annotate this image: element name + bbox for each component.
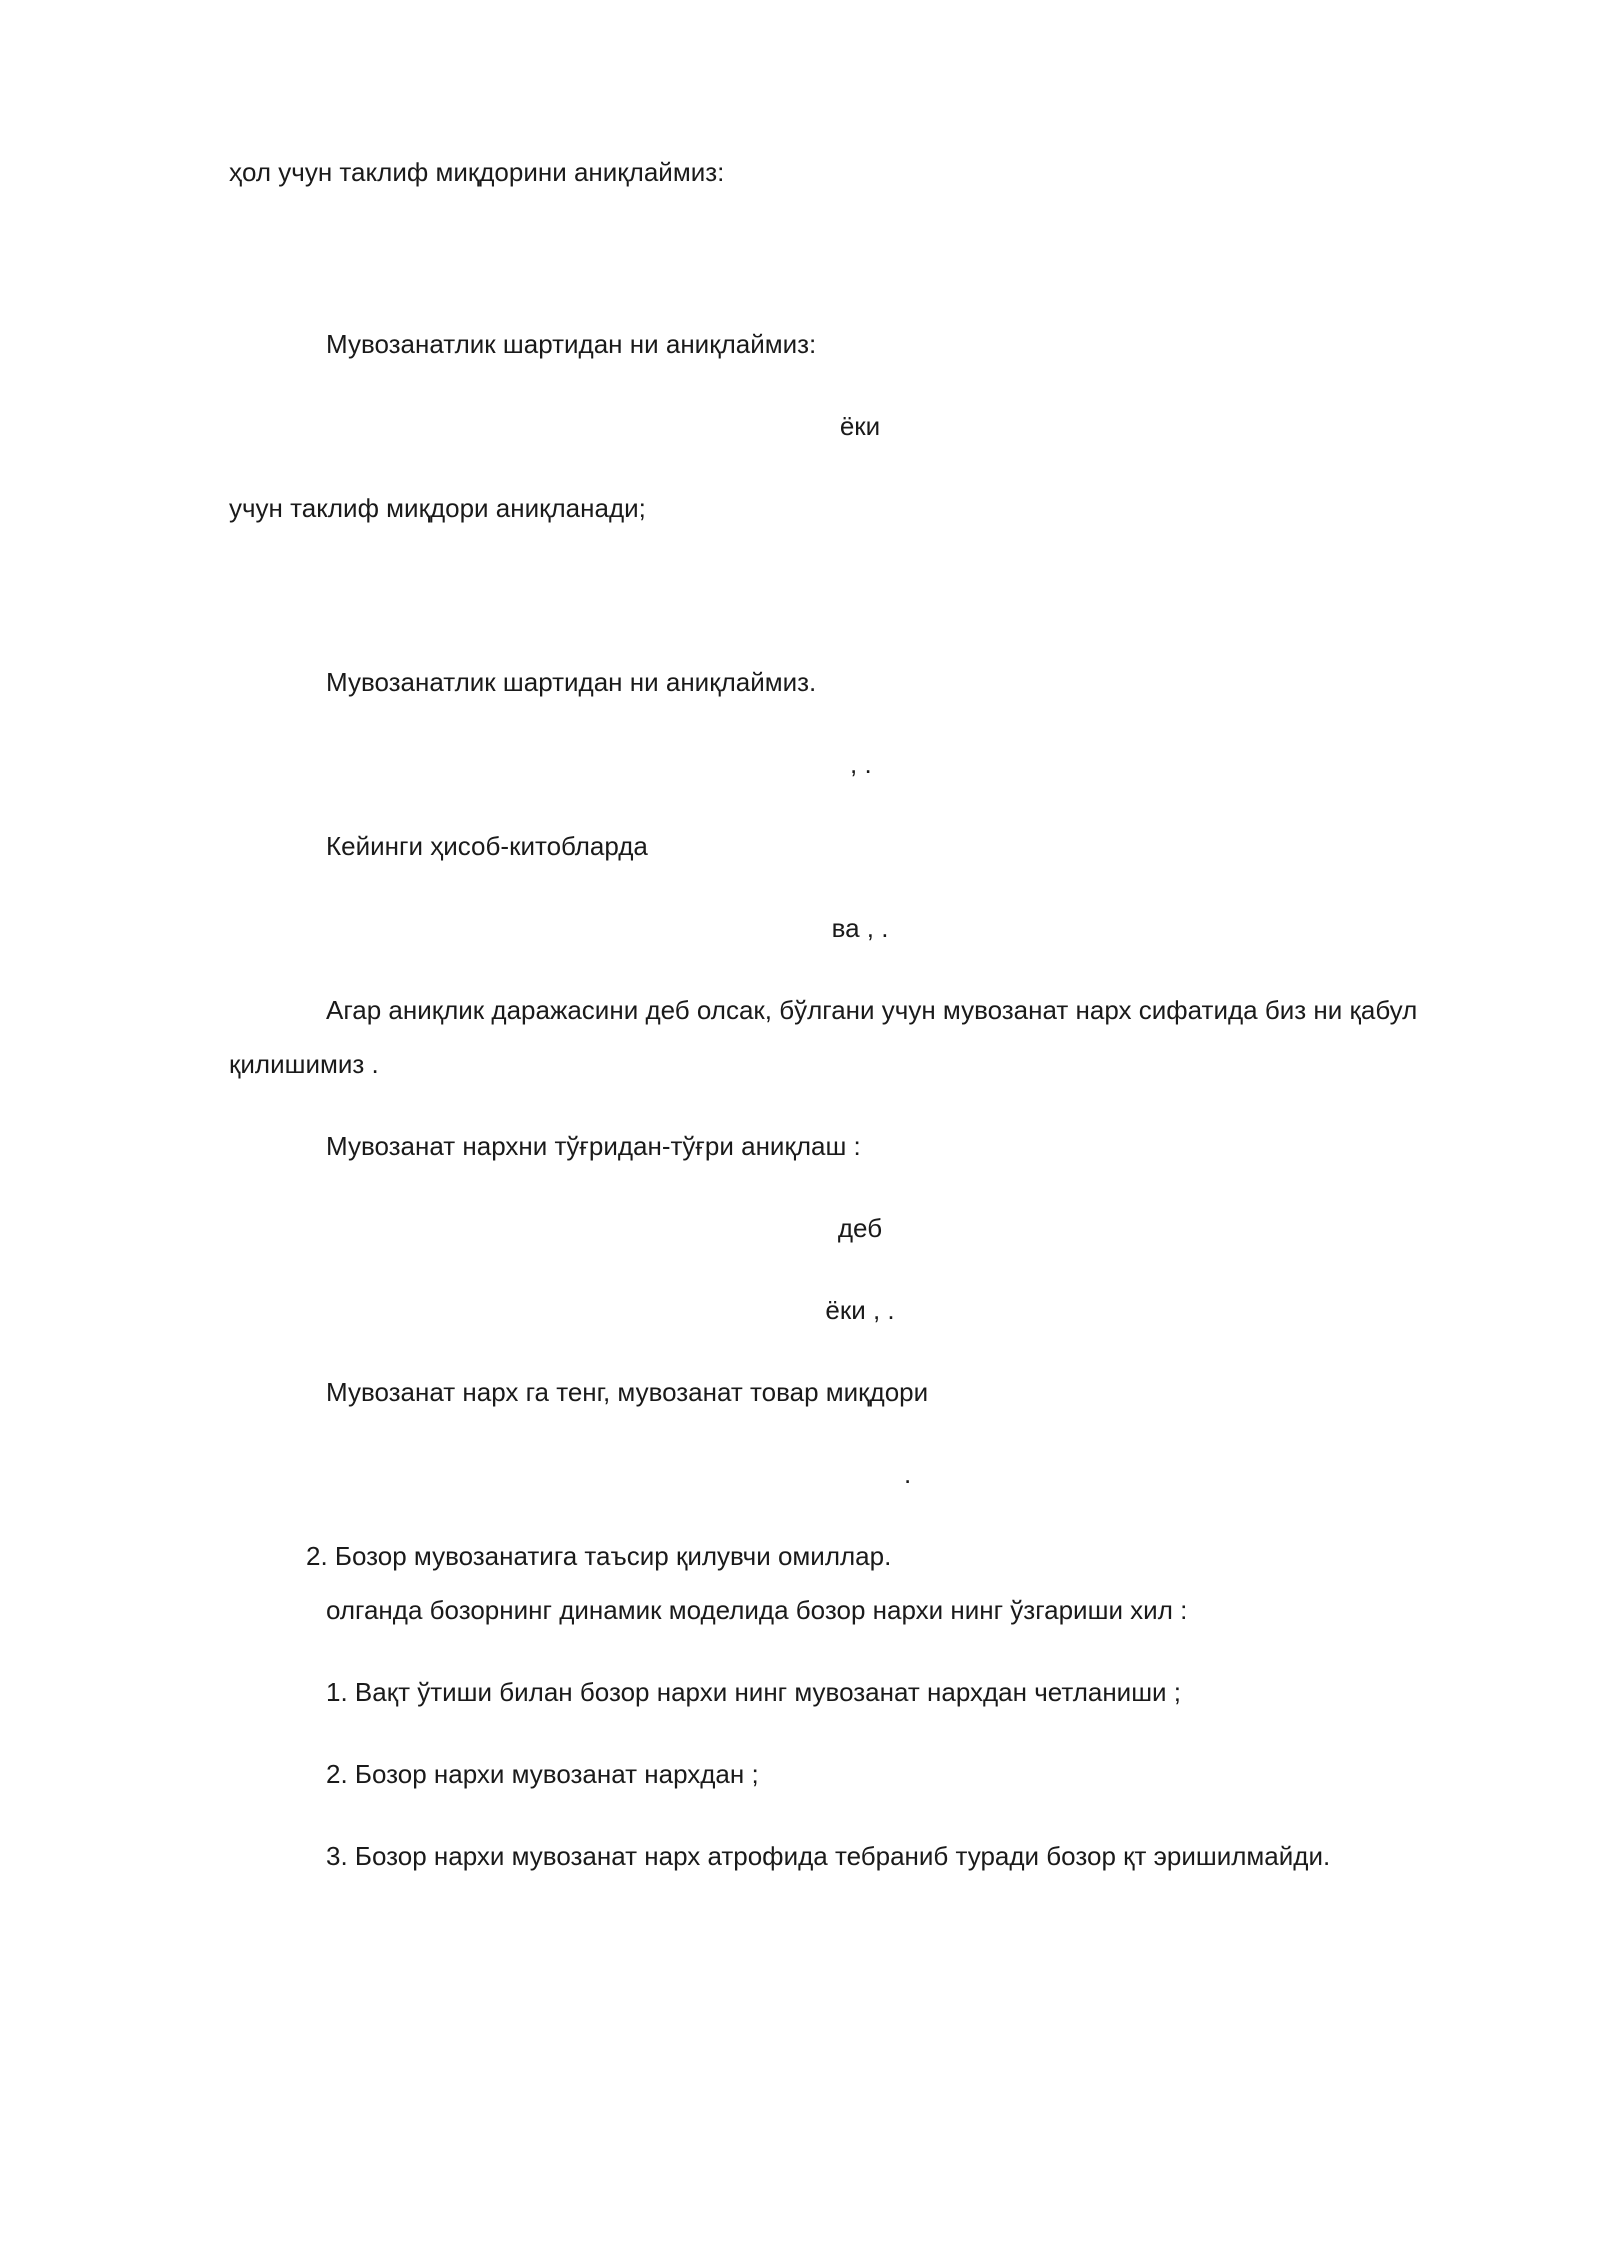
text-line: .	[904, 1459, 912, 1489]
paragraph-line: Агар аниқлик даражасини деб олсак, бўлгани учун мувозанат нарх сифатида биз ни қабул	[326, 995, 1418, 1025]
text-line: ҳол учун таклиф миқдорини аниқлаймиз:	[229, 157, 725, 187]
text-line: , .	[850, 749, 872, 779]
text-line: ёки	[839, 411, 881, 441]
text-line: Кейинги ҳисоб-китобларда	[326, 831, 648, 861]
list-item: 2. Бозор нархи мувозанат нархдан ;	[326, 1759, 759, 1789]
list-item: 3. Бозор нархи мувозанат нарх атрофида тебраниб туради бозор қт эришилмайди.	[326, 1841, 1331, 1871]
text-line: Мувозанат нархни тўғридан-тўғри аниқлаш :	[326, 1131, 861, 1161]
section-heading: 2. Бозор мувозанатига таъсир қилувчи омиллар.	[306, 1541, 892, 1571]
text-line: ёки , .	[825, 1295, 895, 1325]
text-line: деб	[837, 1213, 883, 1243]
text-line: олганда бозорнинг динамик моделида бозор нархи нинг ўзгариши хил :	[326, 1595, 1188, 1625]
list-item: 1. Вақт ўтиши билан бозор нархи нинг мувозанат нархдан четланиши ;	[326, 1677, 1182, 1707]
text-line: учун таклиф миқдори аниқланади;	[229, 493, 646, 523]
text-line: ва , .	[831, 913, 889, 943]
text-line: Мувозанат нарх га тенг, мувозанат товар миқдори	[326, 1377, 929, 1407]
text-line: Мувозанатлик шартидан ни аниқлаймиз:	[326, 329, 817, 359]
text-line: Мувозанатлик шартидан ни аниқлаймиз.	[326, 667, 817, 697]
text-line: қилишимиз .	[229, 1049, 379, 1079]
